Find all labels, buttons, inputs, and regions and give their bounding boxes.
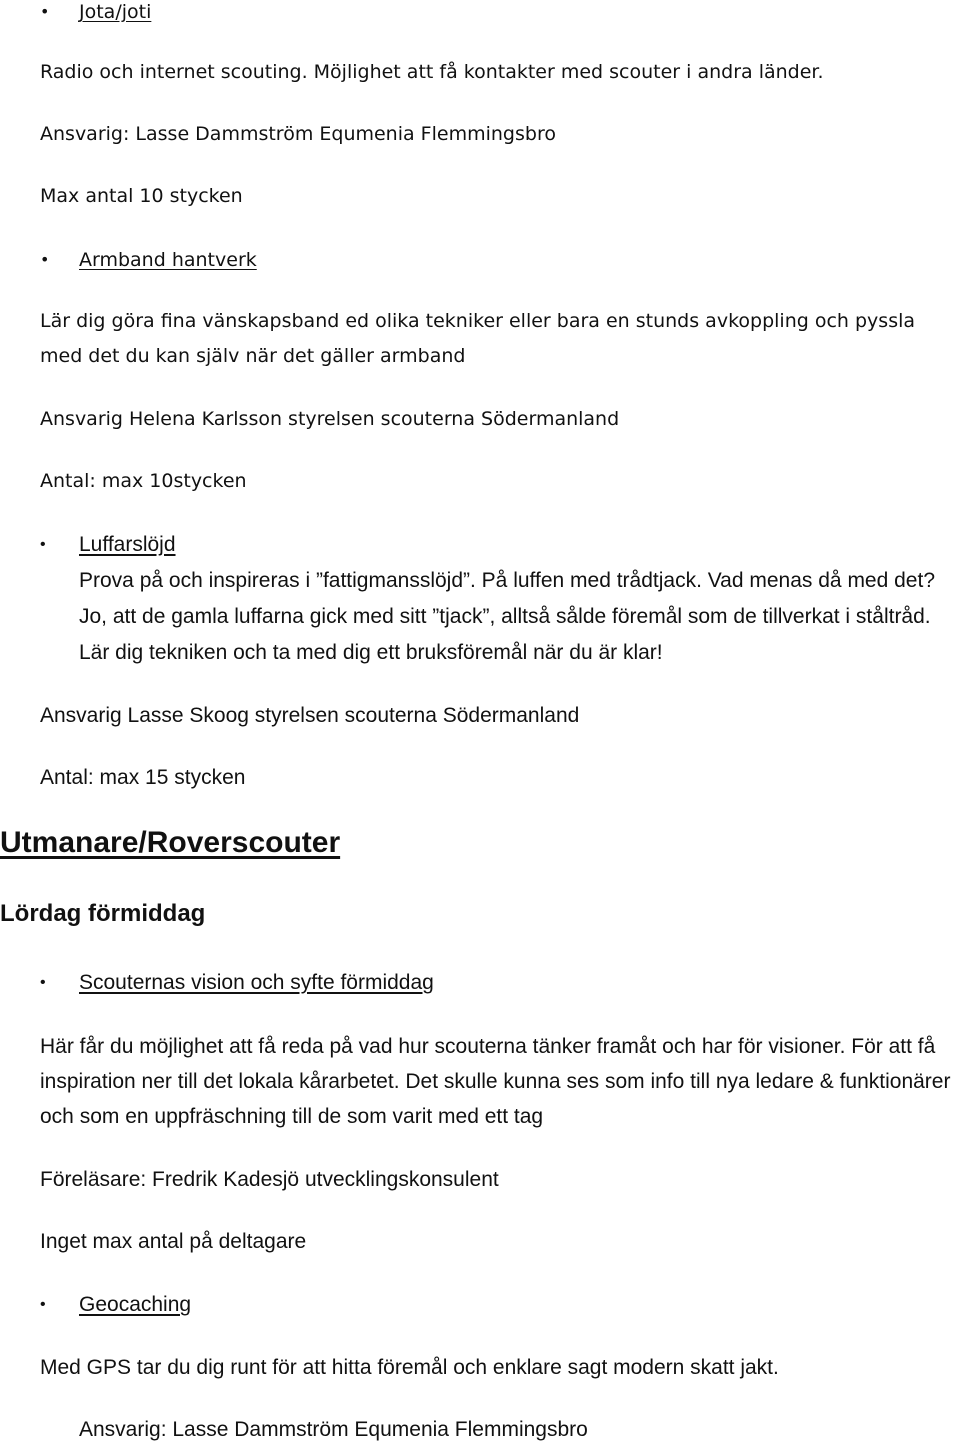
count-text: Antal: max 10stycken [40, 470, 247, 492]
bullet-icon: • [40, 250, 50, 269]
list-item-geocaching [40, 1290, 191, 1320]
bullet-icon: • [40, 1296, 46, 1313]
responsible-text: Ansvarig: Lasse Dammström Equmenia Flemmingsbro [79, 1418, 588, 1441]
list-item-vision [40, 968, 434, 998]
lecturer-text: Föreläsare: Fredrik Kadesjö utvecklingskonsulent [40, 1168, 499, 1191]
list-item-jota [40, 0, 151, 27]
item-title: Scouternas vision och syfte förmiddag [79, 971, 434, 994]
list-item-armband [40, 245, 257, 275]
description-text: Prova på och inspireras i ”fattigmansslöjd”. På luffen med trådtjack. Vad menas då med det? Jo, att de gamla luffarna gick med sitt ”tjack”, alltså sålde föremål som de tillverkat i ståltråd. Lär dig tekniken och ta med dig ett bruksföremål när du är klar! [79, 569, 935, 664]
bullet-icon: • [40, 536, 46, 553]
responsible-text: Ansvarig: Lasse Dammström Equmenia Flemmingsbro [40, 123, 556, 145]
responsible-text: Ansvarig Helena Karlsson styrelsen scouterna Södermanland [40, 408, 620, 430]
bullet-icon: • [40, 974, 46, 991]
list-item-luffarslojd [40, 530, 176, 560]
description-text: Med GPS tar du dig runt för att hitta föremål och enklare sagt modern skatt jakt. [40, 1356, 779, 1379]
description-text: Lär dig göra fina vänskapsband ed olika tekniker eller bara en stunds avkoppling och pyssla med det du kan själv när det gäller armband [40, 310, 916, 367]
item-title: Jota/joti [79, 1, 152, 23]
count-text: Inget max antal på deltagare [40, 1230, 307, 1253]
bullet-icon: • [40, 2, 50, 21]
description-text: Här får du möjlighet att få reda på vad hur scouterna tänker framåt och har för visioner. För att få inspiration ner till det lokala kårarbetet. Det skulle kunna ses som info till nya ledare & funktionärer och som en uppfräschning till de som varit med ett tag [40, 1035, 951, 1128]
item-title: Luffarslöjd [79, 533, 176, 556]
description-text: Radio och internet scouting. Möjlighet att få kontakter med scouter i andra länder. [40, 61, 824, 83]
count-text: Max antal 10 stycken [40, 185, 243, 207]
count-text: Antal: max 15 stycken [40, 766, 246, 789]
item-title: Geocaching [79, 1293, 192, 1316]
item-title: Armband hantverk [79, 249, 257, 271]
responsible-text: Ansvarig Lasse Skoog styrelsen scouterna Södermanland [40, 704, 580, 727]
section-heading: Utmanare/Roverscouter [0, 826, 341, 859]
subheading: Lördag förmiddag [0, 900, 206, 927]
